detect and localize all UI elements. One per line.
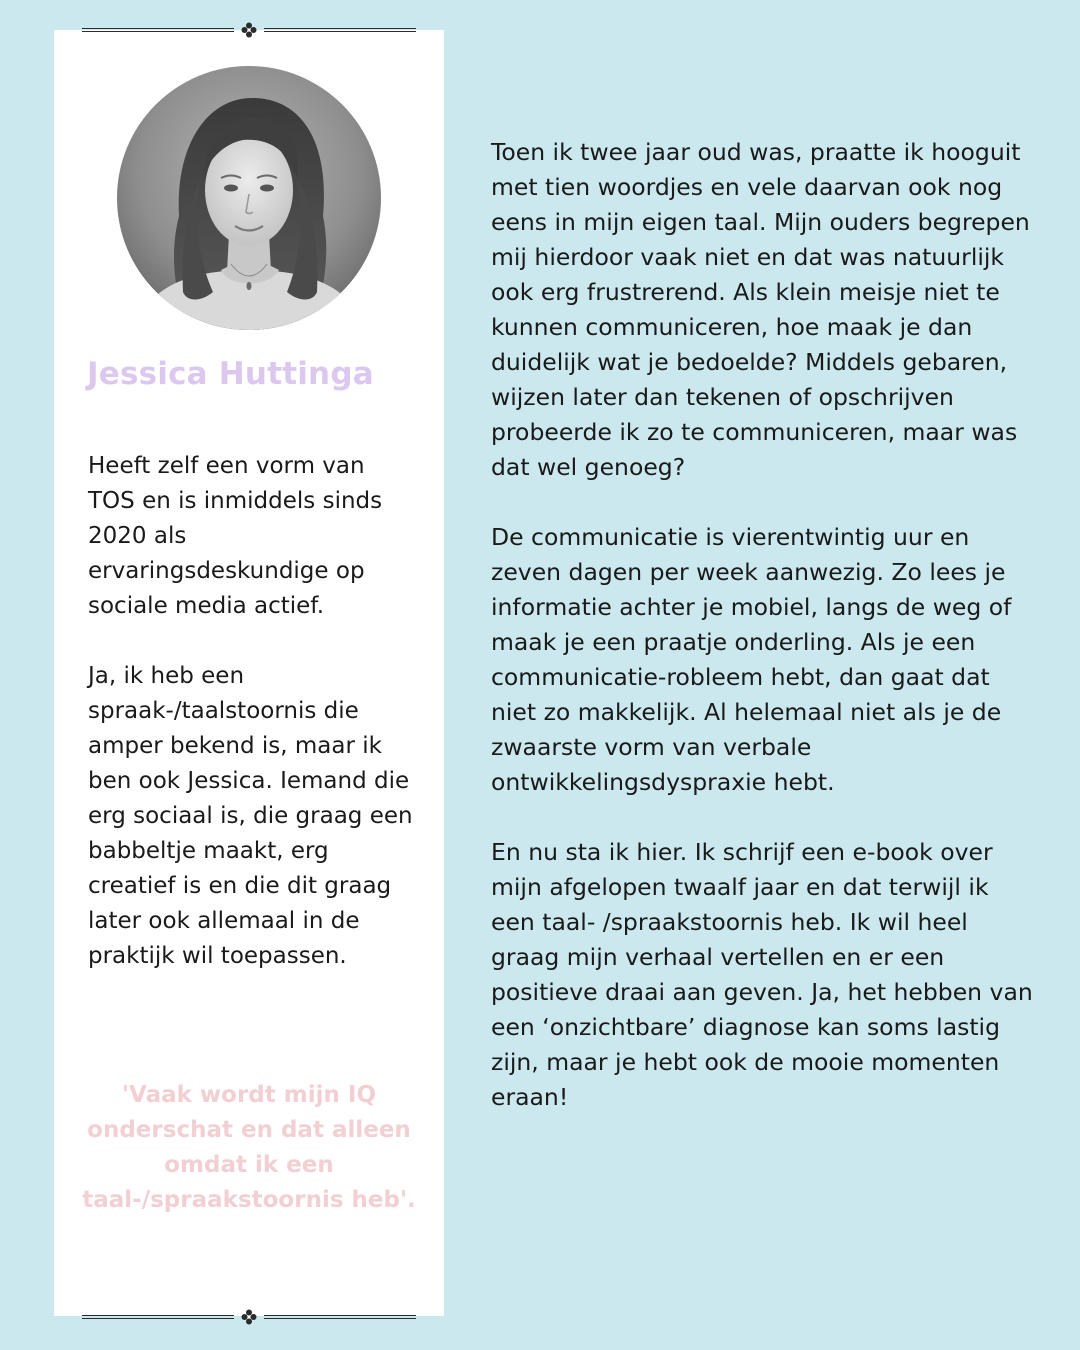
fleuron-divider-icon <box>54 22 444 38</box>
portrait-photo <box>117 66 381 330</box>
profile-bio <box>88 449 418 974</box>
story-paragraph: De communicatie is vierentwintig uur en zeven dagen per week aanwezig. Zo lees je informatie achter je mobiel, langs de weg of maak je een praatje onderling. Als je een communicatie-robleem hebt, dan gaat dat niet zo makkelijk. Al helemaal niet als je de zwaarste vorm van verbale ontwikkelingsdyspraxie hebt. <box>491 523 1012 796</box>
story-paragraph: Toen ik twee jaar oud was, praatte ik hooguit met tien woordjes en vele daarvan ook nog eens in mijn eigen taal. Mijn ouders begrepen mij hierdoor vaak niet en dat was natuurlijk ook erg frustrerend. Als klein meisje niet te kunnen communiceren, hoe maak je dan duidelijk wat je bedoelde? Middels gebaren, wijzen later dan tekenen of opschrijven probeerde ik zo te communiceren, maar was dat wel genoeg? <box>491 138 1030 481</box>
story-text <box>491 135 1036 1115</box>
profile-quote: 'Vaak wordt mijn IQ onderschat en dat alleen omdat ik een taal-/spraakstoornis heb'. <box>82 1082 416 1213</box>
bio-paragraph: Ja, ik heb een spraak-/taalstoornis die amper bekend is, maar ik ben ook Jessica. Iemand die erg sociaal is, die graag een babbeltje maakt, erg creatief is en die dit graag later ook allemaal in de praktijk wil toepassen. <box>88 663 413 969</box>
fleuron-divider-icon <box>54 1309 444 1325</box>
story-paragraph: En nu sta ik hier. Ik schrijf een e-book over mijn afgelopen twaalf jaar en dat terwijl ik een taal- /spraakstoornis heb. Ik wil heel graag mijn verhaal vertellen en er een positieve draai aan geven. Ja, het hebben van een ‘onzichtbare’ diagnose kan soms lastig zijn, maar je hebt ook de mooie momenten eraan! <box>491 838 1033 1111</box>
bio-paragraph: Heeft zelf een vorm van TOS en is inmiddels sinds 2020 als ervaringsdeskundige op sociale media actief. <box>88 453 383 619</box>
profile-name: Jessica Huttinga <box>87 356 374 392</box>
